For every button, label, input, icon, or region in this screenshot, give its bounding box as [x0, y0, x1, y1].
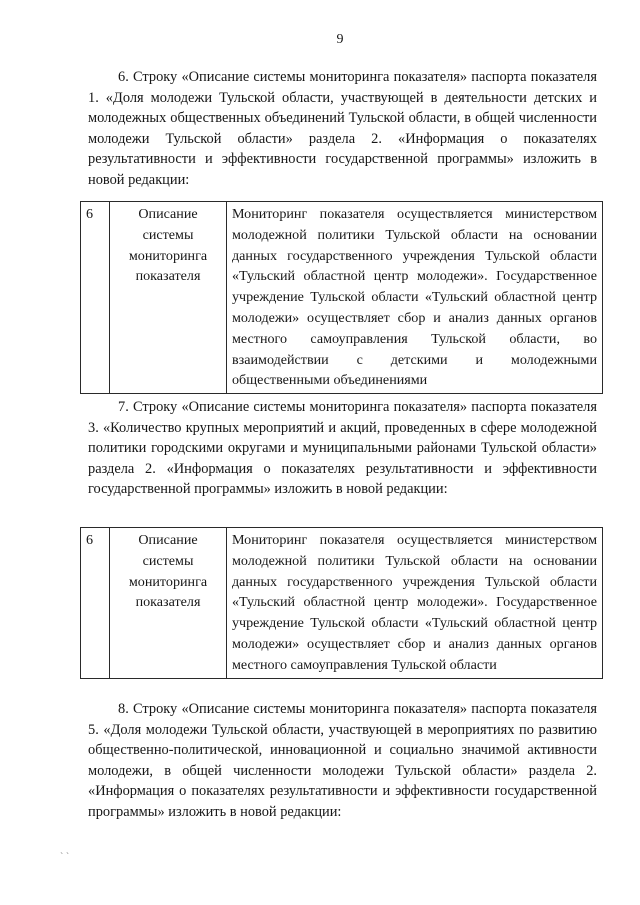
- table-cell-description: Мониторинг показателя осуществляется министерством молодежной политики Тульской области на основании данных государственного учреждения Тульской области «Тульский областной центр молодежи». Государственное учреждение Тульской области «Тульский областной центр молодежи» осуществляет сбор и анализ данных органов местного самоуправления Тульской области, во взаимодействии с детскими и молодежными общественными объединениями: [227, 202, 603, 394]
- table-cell-name: Описание системы мониторинга показателя: [110, 528, 227, 679]
- scan-specks: ` `: [60, 852, 70, 863]
- table-row: [81, 528, 603, 679]
- table-cell-number: 6: [81, 202, 110, 394]
- table-cell-name: Описание системы мониторинга показателя: [110, 202, 227, 394]
- table-cell-description: Мониторинг показателя осуществляется министерством молодежной политики Тульской области на основании данных государственного учреждения Тульской области «Тульский областной центр молодежи». Государственное учреждение Тульской области «Тульский областной центр молодежи» осуществляет сбор и анализ данных органов местного самоуправления Тульской области: [227, 528, 603, 679]
- paragraph-item-6-text: 6. Строку «Описание системы мониторинга показателя» паспорта показателя 1. «Доля молодежи Тульской области, участвующей в деятельности детских и молодежных общественных объединений Тульской области, в общей численности молодежи Тульской области» раздела 2. «Информация о показателях результативности и эффективности государственной программы» изложить в новой редакции:: [88, 69, 597, 188]
- paragraph-item-8-text: 8. Строку «Описание системы мониторинга показателя» паспорта показателя 5. «Доля молодежи Тульской области, участвующей в мероприятиях по развитию общественно-политической, инновационной и социально значимой активности молодежи, в общей численности молодежи Тульской области» раздела 2. «Информация о показателях результативности и эффективности государственной программы» изложить в новой редакции:: [88, 701, 597, 820]
- monitoring-table-2: [80, 527, 603, 679]
- table-row: [81, 202, 603, 394]
- table-cell-number: 6: [81, 528, 110, 679]
- paragraph-item-6: [88, 67, 597, 190]
- page-number: 9: [336, 32, 344, 47]
- paragraph-item-7-text: 7. Строку «Описание системы мониторинга показателя» паспорта показателя 3. «Количество крупных мероприятий и акций, проведенных в сфере молодежной политики городскими округами и муниципальными районами Тульской области» раздела 2. «Информация о показателях результативности и эффективности государственной программы» изложить в новой редакции:: [88, 399, 597, 497]
- monitoring-table-1: [80, 201, 603, 394]
- paragraph-item-8: [88, 699, 597, 822]
- paragraph-item-7: [88, 397, 597, 500]
